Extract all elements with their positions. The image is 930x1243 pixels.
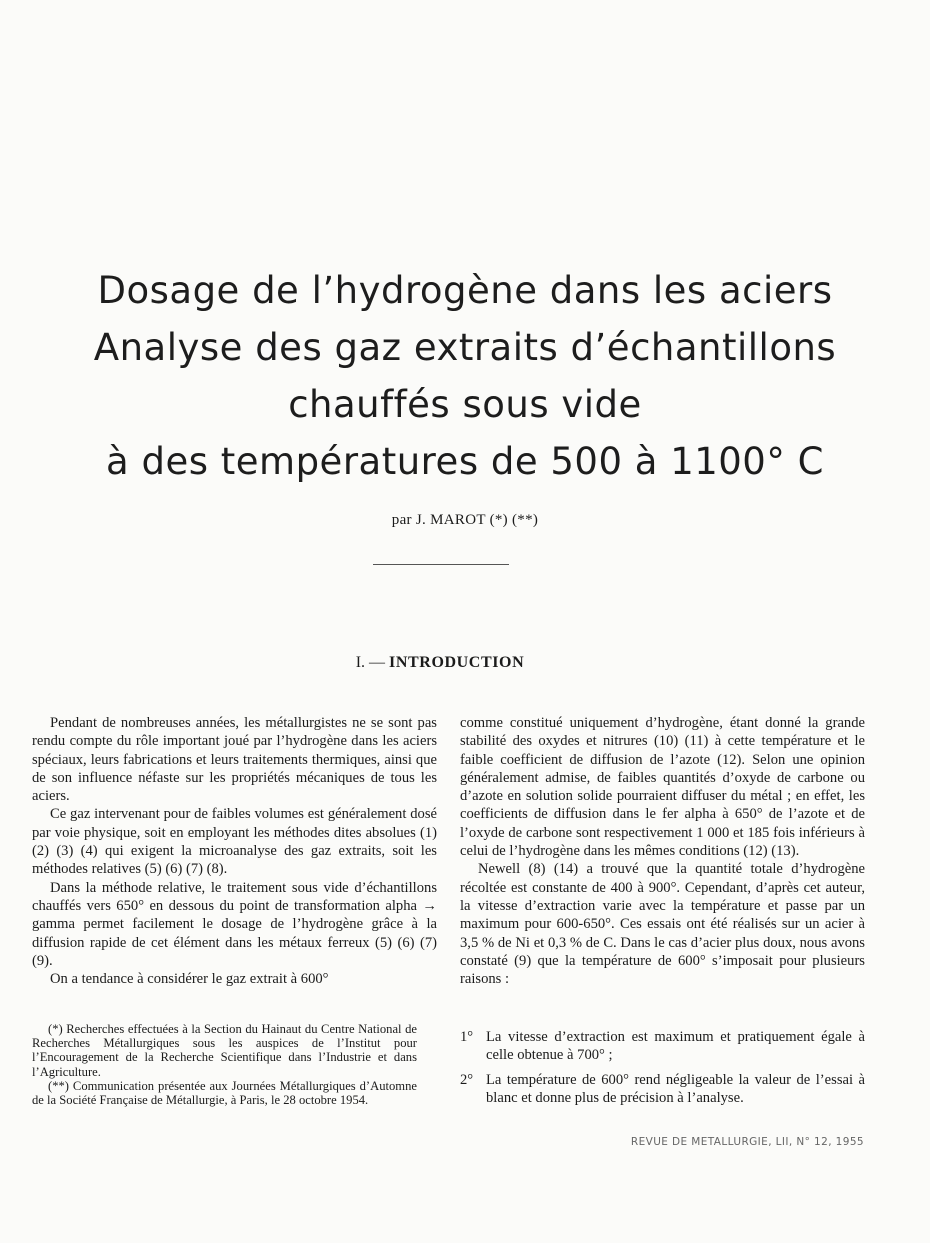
section-number: I. —	[355, 654, 386, 671]
paragraph: On a tendance à considérer le gaz extrait à 600°	[50, 971, 329, 988]
section-heading	[0, 654, 880, 672]
right-column	[460, 714, 865, 988]
paragraph: Ce gaz intervenant pour de faibles volumes est généralement dosé par voie physique, soit en employant les méthodes dites absolues (1) (2) (3) (4) qui exigent la microanalyse des gaz extraits, soit les méthodes relatives (5) (6) (7) (8).	[32, 806, 437, 878]
paragraph: Pendant de nombreuses années, les métallurgistes ne se sont pas rendu compte du rôle important joué par l’hydrogène dans les aciers spéciaux, leurs fabrications et leurs traitements thermiques, ainsi que de son influence néfaste sur les propriétés mécaniques de tous les aciers.	[32, 715, 437, 805]
journal-footer: REVUE DE METALLURGIE, LII, N° 12, 1955	[630, 1136, 864, 1148]
paragraph: comme constitué uniquement d’hydrogène, étant donné la grande stabilité des oxydes et nitrures (10) (11) à cette température et le faible coefficient de diffusion de l’azote (12). Selon une opinion généralement admise, de faibles quantités d’oxyde de carbone ou d’azote en solution solide pourraient diffuser du métal ; en effet, les coefficients de diffusion dans le fer alpha à 650° de l’azote et de l’oxyde de carbone sont respectivement 1 000 et 185 fois inférieurs à celui de l’hydrogène dans les mêmes conditions (12) (13).	[460, 715, 865, 860]
list-item-text: La température de 600° rend négligeable la valeur de l’essai à blanc et donne plus de précision à l’analyse.	[486, 1071, 865, 1106]
reasons-list	[460, 1028, 865, 1113]
title-divider	[373, 564, 509, 565]
paragraph: Dans la méthode relative, le traitement sous vide d’échantillons chauffés vers 650° en dessous du point de transformation alpha → gamma permet facilement le dosage de l’hydrogène grâce à la diffusion rapide de cet élément dans les métaux ferreux (5) (6) (7) (9).	[32, 879, 437, 969]
footnote-2: (**) Communication présentée aux Journées Métallurgiques d’Automne de la Société Française de Métallurgie, à Paris, le 28 octobre 1954.	[32, 1078, 417, 1108]
title-line-2: Analyse des gaz extraits d’échantillons	[93, 326, 837, 369]
title-line-4: à des températures de 500 à 1100° C	[106, 440, 824, 483]
footnotes	[32, 1022, 417, 1107]
list-item-text: La vitesse d’extraction est maximum et pratiquement égale à celle obtenue à 700° ;	[486, 1029, 865, 1064]
author-line: par J. MAROT (*) (**)	[391, 512, 539, 528]
left-column	[32, 714, 437, 988]
footnote-1: (*) Recherches effectuées à la Section du Hainaut du Centre National de Recherches Métallurgiques sous les auspices de l’Institut pour l’Encouragement de la Recherche Scientifique dans l’Industrie et dans l’Agriculture.	[32, 1022, 417, 1079]
list-item	[460, 1028, 865, 1065]
title-line-3: chauffés sous vide	[288, 383, 642, 426]
article-title	[40, 262, 890, 490]
title-line-1: Dosage de l’hydrogène dans les aciers	[97, 269, 833, 312]
list-item	[460, 1071, 865, 1108]
list-item-number: 1°	[460, 1029, 474, 1045]
list-item-number: 2°	[460, 1071, 474, 1088]
paragraph: Newell (8) (14) a trouvé que la quantité totale d’hydrogène récoltée est constante de 400 à 900°. Cependant, d’après cet auteur, la vitesse d’extraction varie avec la température et passe par un maximum pour 600-650°. Ces essais ont été réalisés sur un acier à 3,5 % de Ni et 0,3 % de C. Dans le cas d’acier plus doux, nous avons constaté (9) que la température de 600° s’imposait pour plusieurs raisons :	[460, 861, 865, 988]
section-title: INTRODUCTION	[389, 654, 525, 671]
